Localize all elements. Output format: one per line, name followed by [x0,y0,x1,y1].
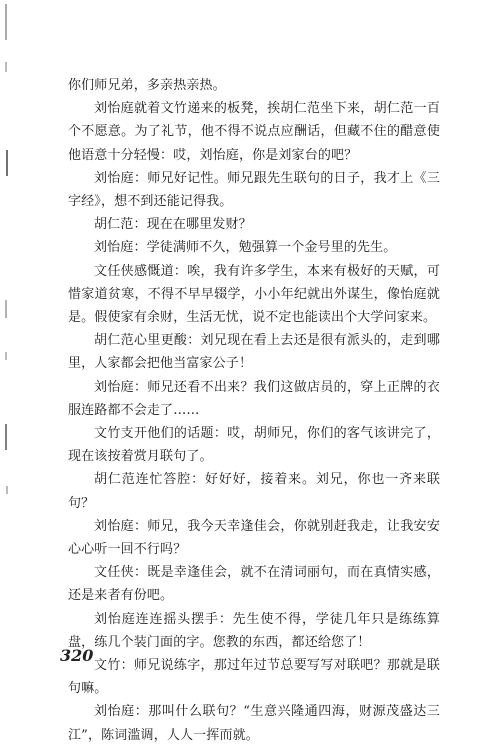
paragraph: 胡仁范心里更酸：刘兄现在看上去还是很有派头的，走到哪里，人家都会把他当富家公子！ [68,333,440,372]
paragraph: 刘怡庭：师兄，我今天幸逢佳会，你就别赶我走，让我安安心心听一回不行吗？ [68,518,440,558]
page-body-text [68,74,440,747]
paragraph: 刘怡庭：那叫什么联句？“生意兴隆通四海，财源茂盛达三江”，陈词滥调，人人一挥而就。 [68,704,440,743]
paragraph: 刘怡庭：师兄还看不出来？我们这做店员的，穿上正牌的衣服连路都不会走了…… [68,379,440,418]
paragraph: 文任侠：既是幸逢佳会，就不在清词丽句，而在真情实感，还是来者有份吧。 [68,565,440,604]
paragraph: 刘怡庭：师兄好记性。师兄跟先生联句的日子，我才上《三字经》，想不到还能记得我。 [68,170,440,210]
paragraph: 文竹：师兄说练字，那过年过节总要写写对联吧？那就是联句嘛。 [68,658,440,697]
paragraph: 刘怡庭就着文竹递来的板凳，挨胡仁范坐下来，胡仁范一百个不愿意。为了礼节，他不得不说点应酬话，但藏不住的醋意使他语意十分轻慢：哎，刘怡庭，你是刘家台的吧？ [68,101,440,163]
paragraph: 刘怡庭：学徒满师不久，勉强算一个金号里的先生。 [94,240,397,256]
paragraph: 胡仁范：现在在哪里发财？ [94,217,252,233]
paragraph: 文任侠感慨道：唉，我有许多学生，本来有极好的天赋，可惜家道贫寒，不得不早早辍学，小小年纪就出外谋生，像怡庭就是。假使家有余财，生活无忧，说不定也能读出个大学问家来。 [68,263,440,326]
paragraph: 胡仁范连忙答腔：好好好，接着来。刘兄，你也一齐来联句？ [68,472,440,511]
paragraph: 你们师兄弟，多亲热亲热。 [68,78,226,93]
page-number: 320 [60,646,94,665]
paragraph: 刘怡庭连连摇头摆手：先生使不得，学徒几年只是练练算盘，练几个装门面的字。您教的东西，都还给您了！ [68,611,440,650]
paragraph: 文竹支开他们的话题：哎，胡师兄，你们的客气该讲完了，现在该按着赏月联句了。 [68,426,440,465]
scan-margin-marks [0,0,14,690]
